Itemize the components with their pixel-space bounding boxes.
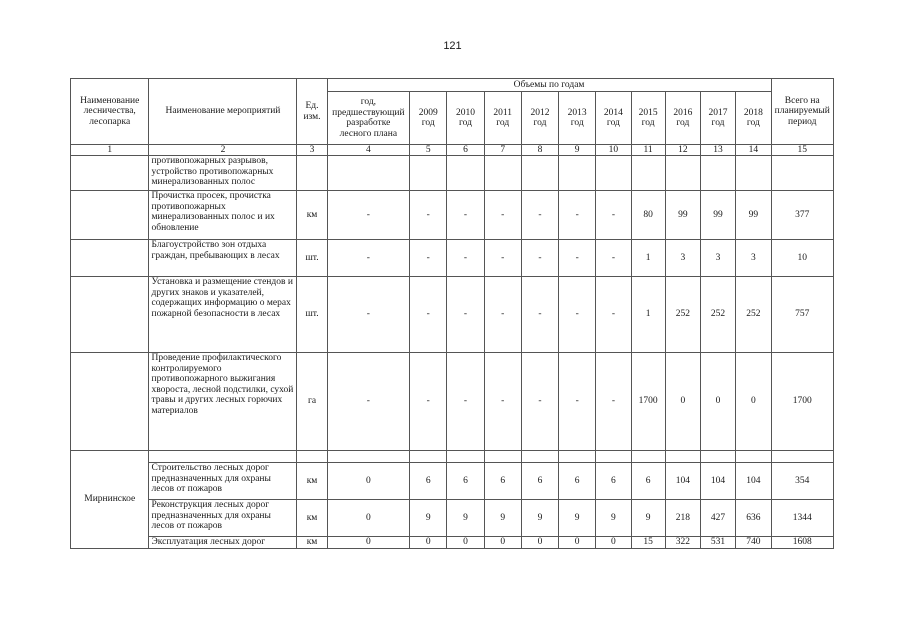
year-value: 1700 <box>631 353 665 451</box>
empty-cell <box>665 451 700 463</box>
header-year: 2012 год <box>521 92 558 145</box>
total-cell: 377 <box>771 191 833 240</box>
forestry-cell <box>71 277 149 353</box>
year-value: - <box>410 277 447 353</box>
forestry-cell <box>71 191 149 240</box>
table-row <box>71 156 834 191</box>
measure-name: Проведение профилактического контролируемого противопожарного выжигания хвороста, лесной подстилки, сухой травы и других лесных горючих материалов <box>149 353 297 451</box>
year-value: - <box>521 191 558 240</box>
year-value <box>700 156 735 191</box>
prev-year-cell <box>327 156 410 191</box>
year-value: 104 <box>700 463 735 500</box>
year-value: 9 <box>484 500 521 537</box>
year-value <box>665 156 700 191</box>
header-year: 2013 год <box>559 92 596 145</box>
year-value: 636 <box>736 500 771 537</box>
column-number: 8 <box>521 145 558 156</box>
page-number: 121 <box>443 40 462 52</box>
header-year: 2017 год <box>700 92 735 145</box>
total-cell: 757 <box>771 277 833 353</box>
year-value: 0 <box>521 537 558 549</box>
prev-year-cell: 0 <box>327 537 410 549</box>
header-year: 2018 год <box>736 92 771 145</box>
year-value <box>596 156 631 191</box>
forestry-cell <box>71 156 149 191</box>
year-value <box>631 156 665 191</box>
year-value: - <box>447 191 484 240</box>
column-number: 4 <box>327 145 410 156</box>
unit-cell: км <box>297 191 327 240</box>
year-value: 322 <box>665 537 700 549</box>
unit-cell: км <box>297 500 327 537</box>
column-number: 1 <box>71 145 149 156</box>
total-cell: 1700 <box>771 353 833 451</box>
year-value <box>484 156 521 191</box>
column-number: 3 <box>297 145 327 156</box>
unit-cell <box>297 156 327 191</box>
prev-year-cell: - <box>327 191 410 240</box>
empty-cell <box>559 451 596 463</box>
year-value: - <box>559 277 596 353</box>
empty-cell <box>327 451 410 463</box>
total-cell: 1344 <box>771 500 833 537</box>
year-value: - <box>596 240 631 277</box>
year-value: - <box>596 277 631 353</box>
year-value: - <box>410 353 447 451</box>
year-value: 3 <box>700 240 735 277</box>
year-value: 0 <box>484 537 521 549</box>
year-value: - <box>521 240 558 277</box>
table-row-spacer <box>71 451 834 463</box>
header-prev-year: год, предшествующий разработке лесного плана <box>327 92 410 145</box>
year-value: 99 <box>700 191 735 240</box>
total-cell: 10 <box>771 240 833 277</box>
year-value <box>447 156 484 191</box>
year-value: 252 <box>700 277 735 353</box>
empty-cell <box>521 451 558 463</box>
year-value: 3 <box>736 240 771 277</box>
column-number: 2 <box>149 145 297 156</box>
unit-cell: км <box>297 463 327 500</box>
year-value: 531 <box>700 537 735 549</box>
year-value: 0 <box>410 537 447 549</box>
year-value: 6 <box>521 463 558 500</box>
year-value: - <box>559 191 596 240</box>
year-value: - <box>521 277 558 353</box>
table-row <box>71 353 834 451</box>
table-row <box>71 500 834 537</box>
year-value: 80 <box>631 191 665 240</box>
column-number: 7 <box>484 145 521 156</box>
prev-year-cell: - <box>327 277 410 353</box>
year-value: 6 <box>484 463 521 500</box>
empty-cell <box>596 451 631 463</box>
prev-year-cell: 0 <box>327 463 410 500</box>
year-value: - <box>484 277 521 353</box>
year-value: 6 <box>631 463 665 500</box>
measure-name: Реконструкция лесных дорог предназначенных для охраны лесов от пожаров <box>149 500 297 537</box>
year-value: - <box>484 191 521 240</box>
year-value: 99 <box>736 191 771 240</box>
unit-cell: га <box>297 353 327 451</box>
year-value: 104 <box>665 463 700 500</box>
unit-cell: км <box>297 537 327 549</box>
year-value: 6 <box>596 463 631 500</box>
empty-cell <box>700 451 735 463</box>
column-number: 14 <box>736 145 771 156</box>
year-value: 6 <box>447 463 484 500</box>
year-value: - <box>410 191 447 240</box>
empty-cell <box>297 451 327 463</box>
year-value <box>736 156 771 191</box>
year-value: 9 <box>559 500 596 537</box>
unit-cell: шт. <box>297 277 327 353</box>
year-value: 252 <box>736 277 771 353</box>
prev-year-cell: - <box>327 353 410 451</box>
header-year: 2014 год <box>596 92 631 145</box>
measure-name: Установка и размещение стендов и других знаков и указателей, содержащих информацию о мерах пожарной безопасности в лесах <box>149 277 297 353</box>
table-row <box>71 191 834 240</box>
column-number: 5 <box>410 145 447 156</box>
measure-name: противопожарных разрывов, устройство противопожарных минерализованных полос <box>149 156 297 191</box>
measure-name: Прочистка просек, прочистка противопожарных минерализованных полос и их обновление <box>149 191 297 240</box>
year-value: 6 <box>559 463 596 500</box>
year-value: 9 <box>596 500 631 537</box>
year-value: 218 <box>665 500 700 537</box>
year-value: 9 <box>447 500 484 537</box>
forestry-name: Мирнинское <box>71 451 149 549</box>
empty-cell <box>771 451 833 463</box>
table-row <box>71 240 834 277</box>
year-value <box>521 156 558 191</box>
empty-cell <box>631 451 665 463</box>
forestry-cell <box>71 240 149 277</box>
total-cell: 354 <box>771 463 833 500</box>
year-value: 427 <box>700 500 735 537</box>
header-measure-name: Наименование мероприятий <box>149 79 297 145</box>
empty-cell <box>149 451 297 463</box>
year-value: - <box>559 353 596 451</box>
year-value: 9 <box>521 500 558 537</box>
year-value: - <box>559 240 596 277</box>
column-number: 12 <box>665 145 700 156</box>
header-year: 2011 год <box>484 92 521 145</box>
year-value: 252 <box>665 277 700 353</box>
year-value: - <box>596 353 631 451</box>
year-value <box>410 156 447 191</box>
year-value: 104 <box>736 463 771 500</box>
header-volumes-by-year: Объемы по годам <box>327 79 771 92</box>
year-value: 6 <box>410 463 447 500</box>
year-value: 15 <box>631 537 665 549</box>
year-value: 0 <box>665 353 700 451</box>
year-value <box>559 156 596 191</box>
column-number: 11 <box>631 145 665 156</box>
column-number: 13 <box>700 145 735 156</box>
measure-name: Благоустройство зон отдыха граждан, пребывающих в лесах <box>149 240 297 277</box>
measure-name: Эксплуатация лесных дорог <box>149 537 297 549</box>
empty-cell <box>447 451 484 463</box>
year-value: - <box>596 191 631 240</box>
table-row <box>71 463 834 500</box>
prev-year-cell: - <box>327 240 410 277</box>
column-number: 10 <box>596 145 631 156</box>
header-year: 2010 год <box>447 92 484 145</box>
year-value: 0 <box>596 537 631 549</box>
year-value: 99 <box>665 191 700 240</box>
forest-fire-plan-table <box>70 78 834 549</box>
unit-cell: шт. <box>297 240 327 277</box>
table-row <box>71 537 834 549</box>
column-number: 15 <box>771 145 833 156</box>
year-value: 0 <box>700 353 735 451</box>
forestry-cell <box>71 353 149 451</box>
header-year: 2015 год <box>631 92 665 145</box>
header-year: 2009 год <box>410 92 447 145</box>
total-cell: 1608 <box>771 537 833 549</box>
year-value: 1 <box>631 240 665 277</box>
year-value: 0 <box>447 537 484 549</box>
header-forestry: Наименование лесничества, лесопарка <box>71 79 149 145</box>
year-value: - <box>447 240 484 277</box>
table-row <box>71 277 834 353</box>
header-total: Всего на планируемый период <box>771 79 833 145</box>
year-value: 1 <box>631 277 665 353</box>
empty-cell <box>410 451 447 463</box>
header-year: 2016 год <box>665 92 700 145</box>
column-number: 9 <box>559 145 596 156</box>
year-value: - <box>484 353 521 451</box>
header-unit: Ед. изм. <box>297 79 327 145</box>
prev-year-cell: 0 <box>327 500 410 537</box>
year-value: - <box>521 353 558 451</box>
year-value: 0 <box>559 537 596 549</box>
empty-cell <box>736 451 771 463</box>
column-number: 6 <box>447 145 484 156</box>
header-row-1 <box>71 79 834 92</box>
year-value: - <box>447 353 484 451</box>
year-value: - <box>484 240 521 277</box>
year-value: - <box>410 240 447 277</box>
year-value: 740 <box>736 537 771 549</box>
year-value: 3 <box>665 240 700 277</box>
column-number-row <box>71 145 834 156</box>
total-cell <box>771 156 833 191</box>
year-value: 9 <box>631 500 665 537</box>
year-value: 9 <box>410 500 447 537</box>
empty-cell <box>484 451 521 463</box>
measure-name: Строительство лесных дорог предназначенных для охраны лесов от пожаров <box>149 463 297 500</box>
year-value: 0 <box>736 353 771 451</box>
year-value: - <box>447 277 484 353</box>
